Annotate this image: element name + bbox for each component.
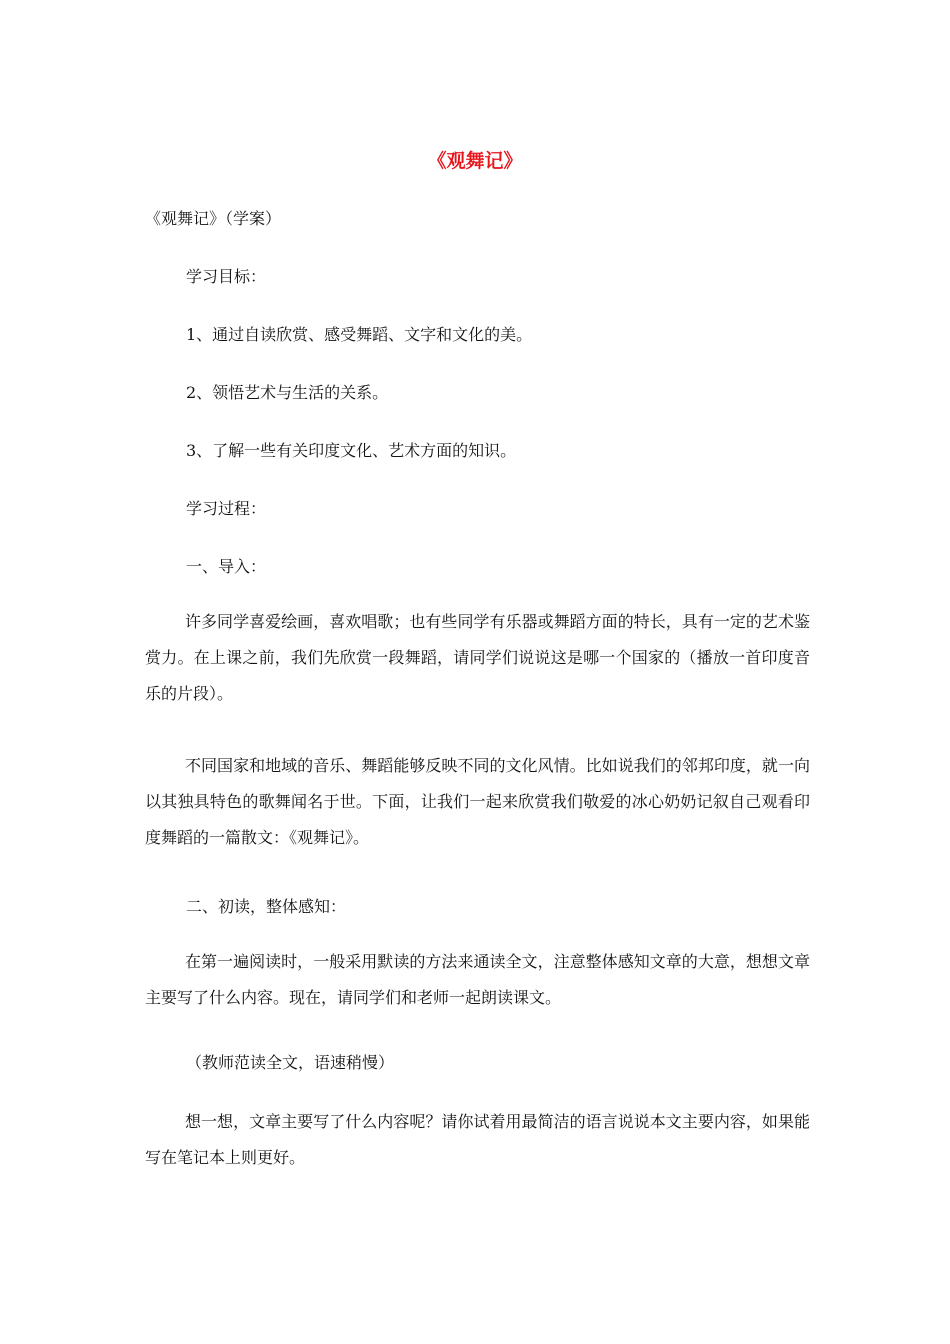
section1-paragraph-2: 不同国家和地域的音乐、舞蹈能够反映不同的文化风情。比如说我们的邻邦印度，就一向以其独具特色的歌舞闻名于世。下面，让我们一起来欣赏我们敬爱的冰心奶奶记叙自己观看印度舞蹈的一篇散文：《观舞记》。 [145,756,810,847]
objective-item-3: 3、了解一些有关印度文化、艺术方面的知识。 [186,441,517,460]
document-subtitle: 《观舞记》（学案） [145,209,282,228]
objective-item-1: 1、通过自读欣赏、感受舞蹈、文字和文化的美。 [186,325,533,344]
section1-paragraph-1: 许多同学喜爱绘画，喜欢唱歌；也有些同学有乐器或舞蹈方面的特长，具有一定的艺术鉴赏力。在上课之前，我们先欣赏一段舞蹈，请同学们说说这是哪一个国家的（播放一首印度音乐的片段）。 [145,612,810,703]
process-heading: 学习过程： [186,499,267,518]
section1-heading: 一、导入： [186,557,267,576]
objective-item-2: 2、领悟艺术与生活的关系。 [186,383,389,402]
section2-heading: 二、初读，整体感知： [186,897,347,916]
section2-paragraph-1: 在第一遍阅读时，一般采用默读的方法来通读全文，注意整体感知文章的大意，想想文章主要写了什么内容。现在，请同学们和老师一起朗读课文。 [145,952,810,1007]
section2-paragraph-2: 想一想，文章主要写了什么内容呢？请你试着用最简洁的语言说说本文主要内容，如果能写在笔记本上则更好。 [145,1112,810,1167]
objectives-heading: 学习目标： [186,267,267,286]
section2-note: （教师范读全文，语速稍慢） [186,1053,395,1072]
document-title: 《观舞记》 [427,150,523,172]
